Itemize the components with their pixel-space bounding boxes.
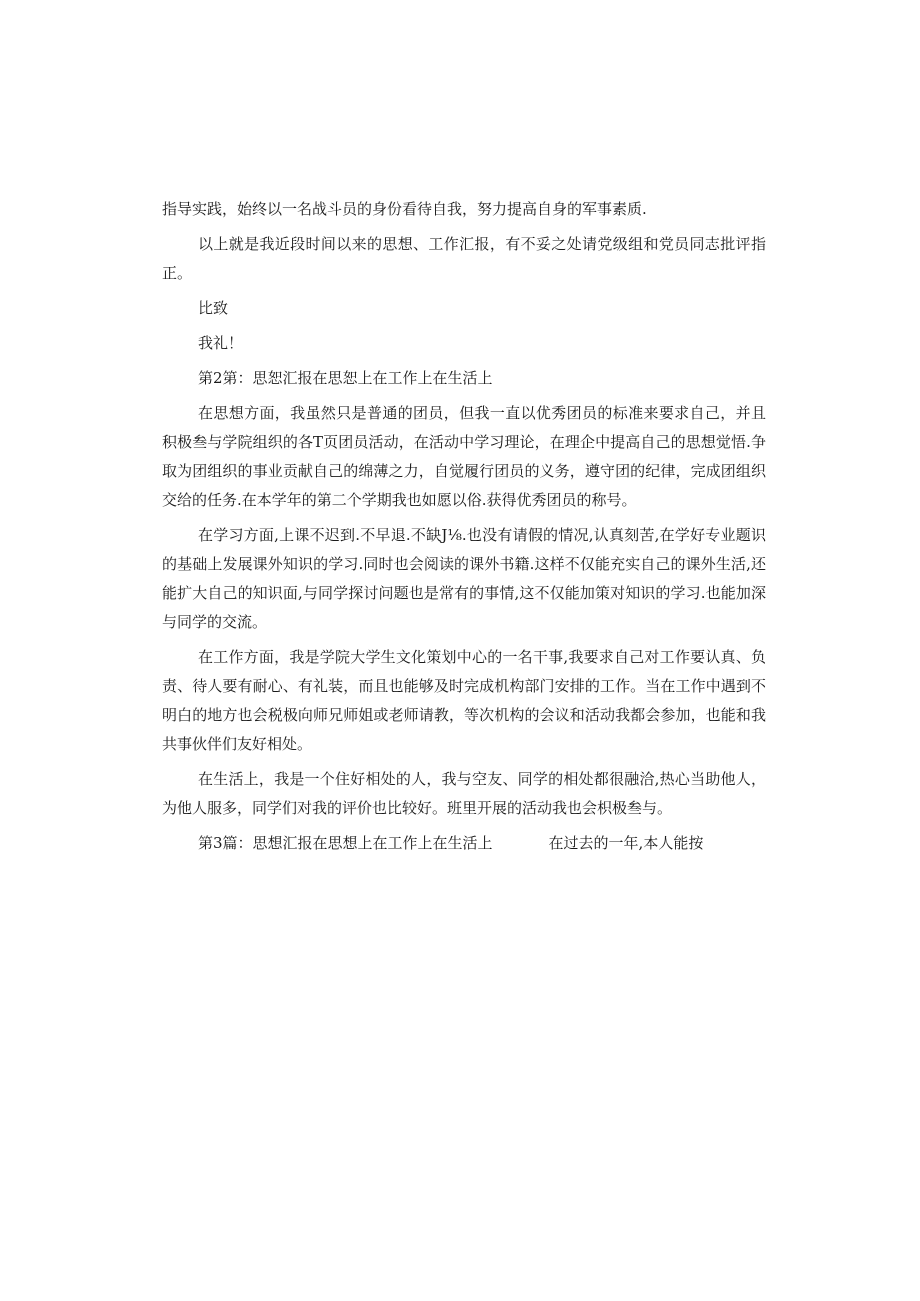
- section-heading-3: [162, 829, 766, 858]
- paragraph-thought: 在思想方面，我虽然只是普通的团员，但我一直以优秀团员的标准来要求自己，并且积极叁与学院组织的各T页团员活动，在活动中学习理论，在理企中提高自己的思想觉悟.争取为团组织的事业贡献自己的绵薄之力，自觉履行团员的义务，遵守团的纪律，完成团组织交给的任务.在本学年的第二个学期我也如愿以俗.获得优秀团员的称号。: [162, 404, 766, 509]
- closing-salutation: 比致: [198, 299, 229, 317]
- paragraph-life: 在生活上，我是一个住好相处的人，我与空友、同学的相处都很融洽,热心当助他人，为他人服多，同学们对我的评价也比较好。班里开展的活动我也会枳极叁与。: [162, 770, 766, 817]
- paragraph-military-quality: 指导实践，始终以一名战斗员的身份看待自我，努力提高自身的军事素质.: [162, 200, 647, 218]
- section-heading-2: 第2第：思恕汇报在思恕上在工作上在生活上: [198, 369, 493, 387]
- section-heading-3-title: 第3篇：思想汇报在思想上在工作上在生活上: [198, 834, 493, 852]
- paragraph-report-conclusion: 以上就是我近段时间以来的思想、工作汇报，有不妥之处请党级组和党员同志批评指正。: [162, 235, 766, 282]
- paragraph-study: 在学习方面,上课不迟到.不早退.不缺J⅛.也没有请假的情况,认真刻苦,在学好专业题识的基础上发展课外知识的学习.同时也会阅读的课外书籍.这样不仅能充实自己的课外生活,还能扩大自己的知识面,与同学探讨问题也是常有的事情,这不仅能加策对知识的学习.也能加深与同学的交流。: [162, 526, 766, 631]
- document-body: [162, 195, 766, 864]
- section-heading-3-tail: 在过去的一年,本人能按: [548, 834, 704, 852]
- paragraph-work: 在工作方面，我是学院大学生文化策划中心的一名干事,我要求自己对工作要认真、负责、待人要有耐心、有礼装，而且也能够及时完成机构部门安排的工作。当在工作中遇到不明白的地方也会税极向师兄师姐或老师请教，等次机构的会议和活动我都会参加，也能和我共事伙伴们友好相处。: [162, 648, 766, 753]
- closing-regards: 我礼！: [198, 334, 244, 352]
